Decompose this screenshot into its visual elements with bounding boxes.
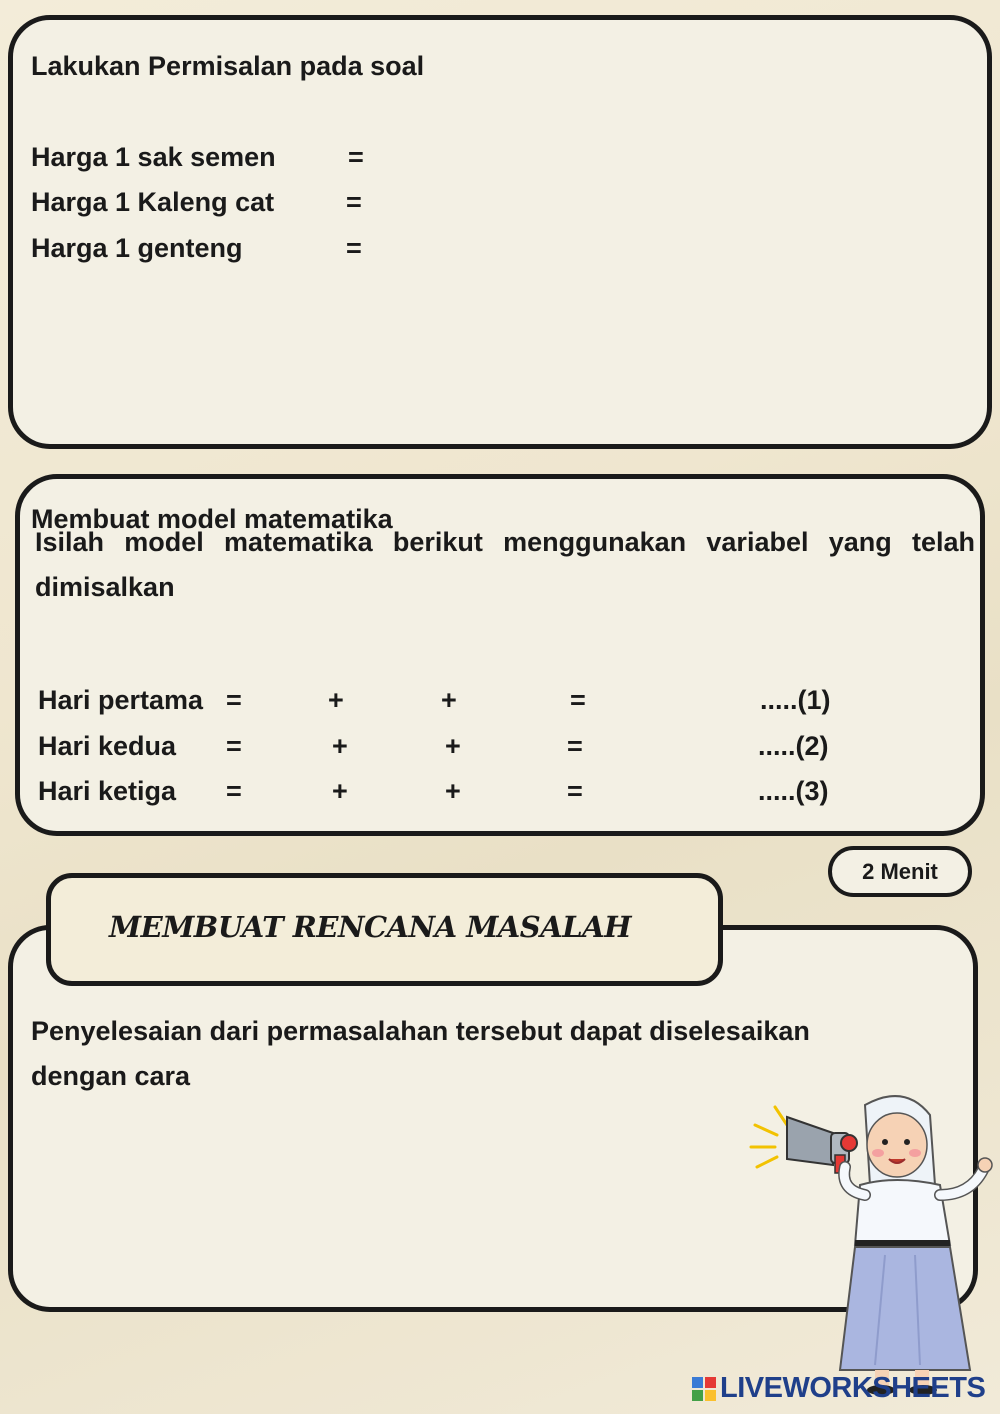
hari-kedua-plus2: + (445, 731, 461, 761)
hari-pertama-plus2: + (441, 685, 457, 715)
harga-semen-label: Harga 1 sak semen (31, 142, 276, 172)
permisalan-title: Lakukan Permisalan pada soal (31, 51, 425, 81)
hari-pertama-eq1: = (226, 685, 242, 715)
hari-ketiga-eq2: = (567, 776, 583, 806)
section-banner (46, 873, 723, 986)
hari-ketiga-label: Hari ketiga (38, 776, 177, 806)
hari-pertama-eq2: = (570, 685, 586, 715)
girl-with-megaphone-icon (745, 1085, 1000, 1395)
harga-genteng-label: Harga 1 genteng (31, 233, 243, 263)
logo-square (705, 1390, 716, 1401)
hari-kedua-ref: .....(2) (758, 731, 829, 761)
logo-square (692, 1390, 703, 1401)
harga-cat-equals: = (346, 187, 362, 217)
hari-ketiga-plus2: + (445, 776, 461, 806)
hari-pertama-label: Hari pertama (38, 685, 204, 715)
model-title: Membuat model matematika (31, 504, 393, 534)
logo-square (705, 1377, 716, 1388)
harga-semen-equals: = (348, 142, 364, 172)
liveworksheets-wordmark: LIVEWORKSHEETS (720, 1372, 986, 1404)
hari-pertama-ref: .....(1) (760, 685, 831, 715)
timer-badge: 2 Menit (828, 846, 972, 897)
model-matematika-card (15, 474, 985, 836)
hari-pertama-plus1: + (328, 685, 344, 715)
hari-kedua-label: Hari kedua (38, 731, 177, 761)
hari-kedua-eq2: = (567, 731, 583, 761)
rencana-text: Penyelesaian dari permasalahan tersebut dapat diselesaikan dengan cara (31, 1016, 810, 1091)
logo-square (692, 1377, 703, 1388)
permisalan-card (8, 15, 992, 449)
harga-cat-label: Harga 1 Kaleng cat (31, 187, 275, 217)
hari-kedua-eq1: = (226, 731, 242, 761)
hari-ketiga-eq1: = (226, 776, 242, 806)
liveworksheets-icon (692, 1377, 716, 1401)
hari-kedua-plus1: + (332, 731, 348, 761)
banner-title: MEMBUAT RENCANA MASALAH (109, 910, 632, 944)
liveworksheets-logo (692, 1372, 985, 1405)
harga-genteng-equals: = (346, 233, 362, 263)
hari-ketiga-ref: .....(3) (758, 776, 829, 806)
hari-ketiga-plus1: + (332, 776, 348, 806)
model-instruction: Isilah model matematika berikut menggunakan variabel yang telah dimisalkan (35, 527, 975, 602)
